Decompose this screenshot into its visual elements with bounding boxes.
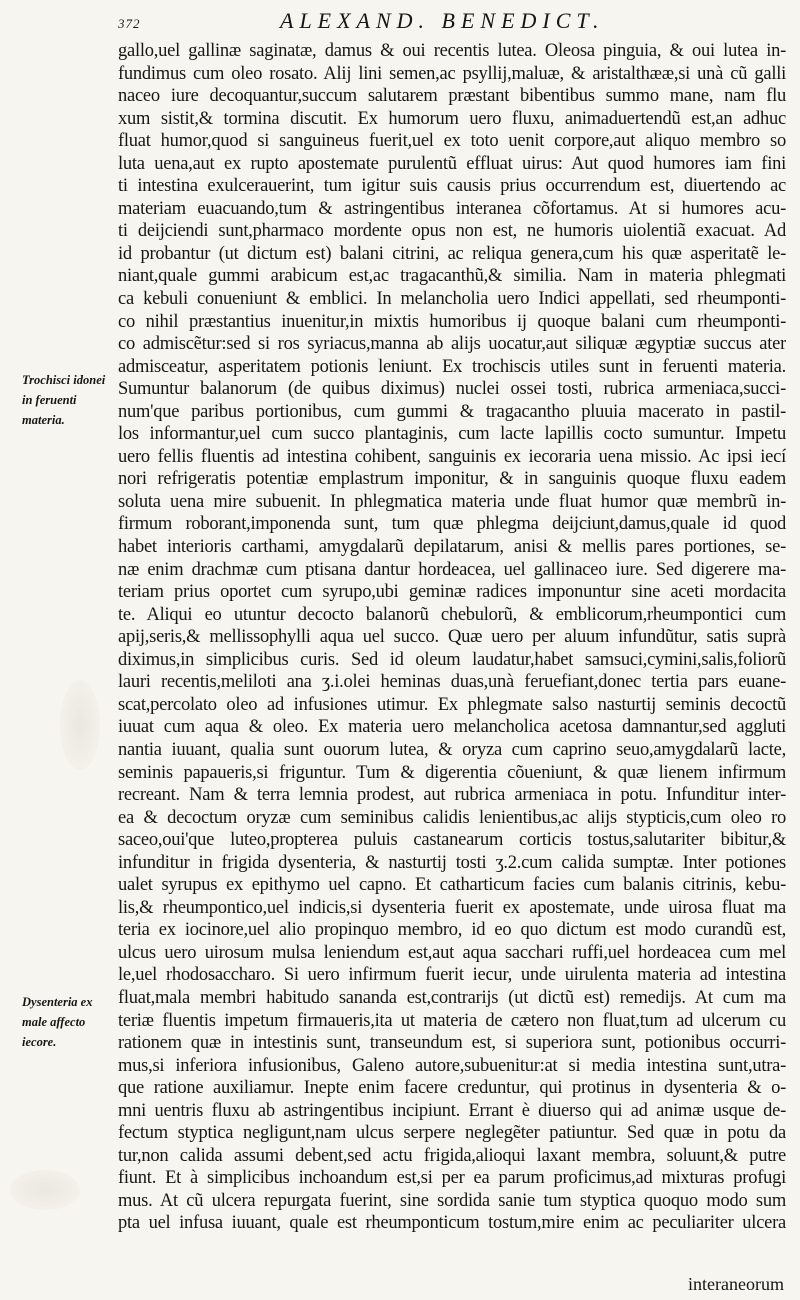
text-line: lauri recentis,meliloti ana ʒ.i.olei heminas duas,unà feruefiant,donec tertia pars euane- [118,672,786,693]
text-line: fluat humor,quod si sanguineus fuerit,uel ex toto uenit corpore,aut aliquo membro so [118,131,786,152]
text-line: materiam euacuando,tum & astringentibus interanea cõfortamus. At si humores acu- [118,198,786,219]
text-line: ea & decoctum oryzæ cum seminibus calidis lenientibus,ac alijs stypticis,cum oleo ro [118,807,786,828]
text-line: ca kebuli conueniunt & emblici. In melancholia uero Indici appellati, sed rheumponti- [118,289,786,310]
text-line: co admiscẽtur:sed si ros syriacus,manna ab alijs uocatur,aut siliquæ ægyptiæ succus ater [118,334,786,355]
text-line: mni uentris fluxu ab astringentibus incipiunt. Errant è diuerso qui ad animæ usque de- [118,1100,786,1121]
text-line: teriæ fluentis impetum firmaueris,ita ut materia de cætero non fluat,tum ad ulcerum cu [118,1010,786,1031]
margin-note: Trochisci idonei in feruenti materia. [22,373,106,427]
text-line: scat,percolato oleo ad infusiones utimur. Ex phlegmate salso nasturtij seminis decoctũ [118,694,786,715]
text-line: rationem quæ in intestinis sunt, transeundum est, si superiora sunt, potionibus occurri- [118,1033,786,1054]
text-line: teriam prius oportet cum syrupo,ubi geminæ radices imponuntur sine aceti mordacita [118,582,786,603]
paper-stain [10,1170,80,1210]
text-line: saceo,oui'que luteo,propterea puluis castanearum corticis tostus,salutariter bibitur,& [118,830,786,851]
text-line: los informantur,uel cum succo plantaginis, cum lacte lapillis cocto sumuntur. Impetu [118,424,786,445]
text-line: ualet syrupus ex epithymo uel capno. Et catharticum facies cum balanis citrinis, kebu- [118,875,786,896]
text-line: apij,seris,& mellissophylli aqua uel succo. Quæ uero per aluum infundũtur, satis suprà [118,627,786,648]
text-line: uero fellis fluentis ad intestina cohibent, sanguinis ex iecoraria uena missio. Ac ipsi iecí [118,446,786,467]
text-line: Sumuntur balanorum (de quibus diximus) nuclei ossei tosti, rubrica armeniaca,succi- [118,379,786,400]
text-line: teria ex iocinore,uel alio propinquo membro, id eo quo dictum est modo curandũ est, [118,920,786,941]
text-line: pta uel infusa iuuant, quale est rheumponticum tostum,mire enim ac peculiariter ulcera [118,1213,786,1234]
text-line: fectum styptica negligunt,nam ulcus serpere neglegẽter patiuntur. Sed quæ in potu da [118,1123,786,1144]
text-line: tur,non calida assumi debent,sed actu frigida,alioqui laxant membra, soluunt,& putre [118,1145,786,1166]
text-line: te. Aliqui eo utuntur decocto balanorũ chebulorũ, & emblicorum,rheumpontici cum [118,604,786,625]
text-line: fluat,mala membri habitudo sananda est,contrarijs (ut dictũ est) remedijs. At cum ma [118,987,786,1008]
text-line: luta uena,aut ex rupto apostemate purulentũ effluat uirus: Aut quod humores iam fini [118,153,786,174]
text-line: admisceatur, asperitatem potionis leniunt. Ex trochiscis utiles sunt in feruenti materia. [118,356,786,377]
body-text [118,40,786,1235]
text-line: gallo,uel gallinæ saginatæ, damus & oui recentis lutea. Oleosa pinguia, & oui lutea in- [118,41,786,61]
text-line: ti deijciendi sunt,pharmaco mordente opus non est, ne humoris uiolentiã exacuat. Ad [118,221,786,242]
text-line: id probantur (ut dictum est) balani citrini, ac reliqua genera,cum his quæ asperitatẽ le- [118,243,786,264]
text-line: habet interioris carthami, amygdalarũ depilatarum, anisi & mellis pares portiones, se- [118,537,786,558]
text-line: le,uel rhodosaccharo. Si uero infirmum fuerit iecur, unde uirulenta materia ad intestina [118,965,786,986]
text-line: num'que paribus portionibus, cum gummi & tragacantho pluuia macerato in pastil- [118,401,786,422]
text-line: xum sistit,& tormina discutit. Ex humorum uero fluxu, animaduertendũ est,an adhuc [118,108,786,129]
text-line: que ratione auxiliamur. Inepte enim facere creduntur, qui protinus in dysenteria & o- [118,1078,786,1099]
text-line: firmum roborant,imponenda sunt, tum quæ phlegma deijciunt,damus,quale id quod [118,514,786,535]
text-line: lis,& rheumpontico,uel indicis,si dysenteria fuerit ex apostemate, unde uirosa fluat ma [118,897,786,918]
catchword: interaneorum [688,1274,784,1294]
running-head [0,4,800,38]
text-line: mus. At cũ ulcera repurgata fuerint, sine sordida sanie tum styptica quoquo modo sum [118,1190,786,1211]
text-line: soluta uena mire subuenit. In phlegmatica materia unde fluat humor quæ membrũ in- [118,491,786,512]
text-line: seminis papaueris,si friguntur. Tum & digerentia cõueniunt, & quæ lienem infirmum [118,762,786,783]
text-line: nantia iuuant, qualia sunt ouorum lutea, & oryza cum caprino seuo,amygdalarũ lacte, [118,739,786,760]
text-line: naceo iure decoquantur,succum salutarem præstant bibentibus summo mane, nam flu [118,86,786,107]
text-line: iuuat cum aqua & oleo. Ex materia uero melancholica acetosa damnantur,sed aggluti [118,717,786,738]
page-number: 372 [118,16,141,31]
text-line: recreant. Nam & terra lemnia prodest, aut rubrica armeniaca in potu. Infunditur inter- [118,785,786,806]
text-line: fiunt. Et à simplicibus inchoandum est,si per ea parum proficimus,ad mixturas profugi [118,1168,786,1189]
text-line: fundimus cum oleo rosato. Alij lini semen,ac psyllij,maluæ, & aristalthææ,si unà cũ galli [118,63,786,84]
margin-note: Dysenteria ex male affecto iecore. [22,995,93,1049]
running-title: ALEXAND. BENEDICT. [280,8,605,33]
text-line: ti intestina exulcerauerint, tum igitur suis causis prius occurrendum est, diuertendo ac [118,176,786,197]
paper-stain [60,680,100,770]
text-line: nori refrigeratis potentiæ emplastrum imponitur, & in sanguinis quoque fluxu eadem [118,469,786,490]
text-line: co nihil præstantius inuenitur,in mixtis humoribus ij quoque balani cum rheumponti- [118,311,786,332]
text-line: næ enim drachmæ cum ptisana dantur hordeacea, uel gallinaceo iure. Sed digerere ma- [118,559,786,580]
text-line: diximus,in simplicibus curis. Sed id oleum laudatur,habet samsuci,cymini,salis,foliorũ [118,649,786,670]
text-line: mus,si inferiora infusionibus, Galeno autore,subuenitur:at si media intestina sunt,utra- [118,1055,786,1076]
text-line: niant,quale gummi arabicum est,ac tragacanthũ,& similia. Nam in materia phlegmati [118,266,786,287]
text-line: ulcus uero uirosum mulsa leniendum est,aut aqua sacchari ruffi,uel hordeacea cum mel [118,942,786,963]
text-line: infunditur in frigida dysenteria, & nasturtij tosti ʒ.2.cum calida sumptæ. Inter potiones [118,852,786,873]
